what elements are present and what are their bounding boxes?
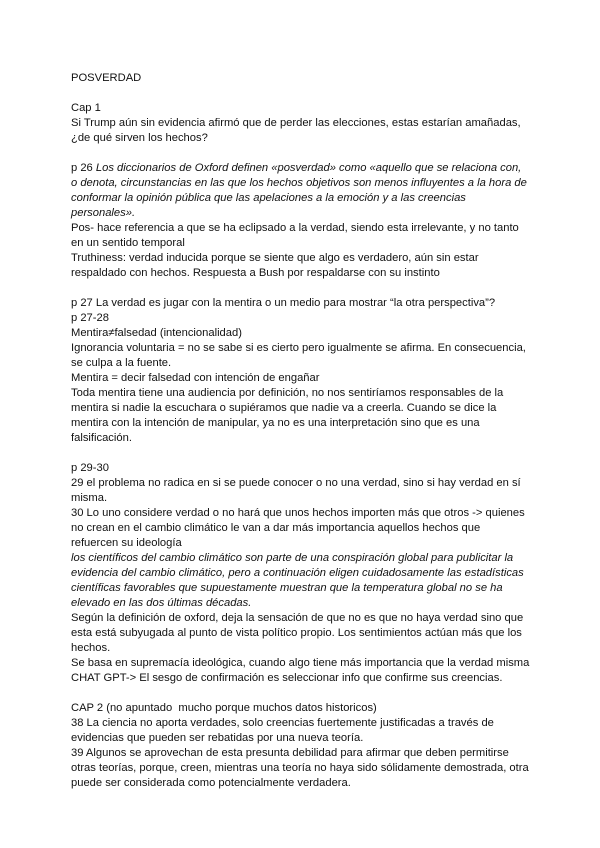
text-line-content: Mentira≠falsedad (intencionalidad)	[71, 327, 242, 339]
text-line-content: científicas favorables que supuestamente muestran que la temperatura global no se ha	[71, 582, 503, 594]
text-line	[71, 641, 531, 656]
text-line-content: p 26	[71, 162, 96, 174]
text-line	[71, 101, 531, 116]
text-line-content: falsificación.	[71, 432, 132, 444]
text-line	[71, 626, 531, 641]
text-line-content: 39 Algunos se aprovechan de esta presunta debilidad para afirmar que deben permitirse	[71, 747, 509, 759]
text-line	[71, 656, 531, 671]
text-line-content: mentira si nadie la escuchara o supiéramos que nadie va a creerla. Cuando se dice la	[71, 402, 497, 414]
text-line-content: Mentira = decir falsedad con intención de engañar	[71, 372, 320, 384]
text-line-content: puede ser considerada como potencialmente verdadera.	[71, 777, 351, 789]
text-line-content: evidencias que pueden ser rebatidas por una nueva teoría.	[71, 732, 364, 744]
text-line	[71, 566, 531, 581]
text-line-content: se culpa a la fuente.	[71, 357, 172, 369]
text-line	[71, 116, 531, 131]
text-line	[71, 131, 531, 146]
text-line-content: ¿de qué sirven los hechos?	[71, 132, 208, 144]
paragraph	[71, 161, 531, 281]
text-line-content: evidencia del cambio climático, pero a continuación eligen cuidadosamente las estadísticas	[71, 567, 524, 579]
text-line	[71, 581, 531, 596]
paragraph-spacer	[71, 281, 531, 296]
text-line	[71, 371, 531, 386]
text-line-content: 29 el problema no radica en si se puede conocer o no una verdad, sino si hay verdad en sí	[71, 477, 521, 489]
paragraph	[71, 461, 531, 686]
document-title: POSVERDAD	[71, 72, 142, 84]
text-line-content: 38 La ciencia no aporta verdades, solo creencias fuertemente justificadas a través de	[71, 717, 494, 729]
text-line	[71, 236, 531, 251]
text-line	[71, 716, 531, 731]
text-line-content: p 27-28	[71, 312, 109, 324]
paragraph-spacer	[71, 146, 531, 161]
text-line	[71, 761, 531, 776]
text-line	[71, 176, 531, 191]
text-line	[71, 746, 531, 761]
text-line	[71, 161, 531, 176]
text-line	[71, 611, 531, 626]
text-line	[71, 326, 531, 341]
paragraph-spacer	[71, 86, 531, 101]
text-line-content: Si Trump aún sin evidencia afirmó que de perder las elecciones, estas estarían amañadas,	[71, 117, 521, 129]
text-line-content: no crean en el cambio climático le van a dar más importancia aquellos hechos que	[71, 522, 481, 534]
text-line	[71, 416, 531, 431]
text-line	[71, 461, 531, 476]
text-line	[71, 701, 531, 716]
text-line	[71, 491, 531, 506]
text-line-content: p 29-30	[71, 462, 109, 474]
text-line-content: en un sentido temporal	[71, 237, 185, 249]
text-line	[71, 671, 531, 686]
text-line-content: 30 Lo uno considere verdad o no hará que unos hechos importen más que otros -> quienes	[71, 507, 525, 519]
text-line-content: Truthiness: verdad inducida porque se siente que algo es verdadero, aún sin estar	[71, 252, 479, 264]
text-line	[71, 311, 531, 326]
text-line-content: CHAT GPT-> El sesgo de confirmación es seleccionar info que confirme sus creencias.	[71, 672, 503, 684]
text-line-content: refuercen su ideología	[71, 537, 182, 549]
text-line-content: Según la definición de oxford, deja la sensación de que no es que no haya verdad sino que	[71, 612, 524, 624]
text-line-content: Pos- hace referencia a que se ha eclipsado a la verdad, siendo esta irrelevante, y no tanto	[71, 222, 519, 234]
text-line	[71, 341, 531, 356]
text-line	[71, 536, 531, 551]
text-line-content: p 27 La verdad es jugar con la mentira o un medio para mostrar “la otra perspectiva”?	[71, 297, 496, 309]
text-line-content: o denota, circunstancias en las que los hechos objetivos son menos influyentes a la hora de	[71, 177, 527, 189]
paragraph	[71, 101, 531, 146]
text-line-content: conformar la opinión pública que las apelaciones a la emoción y a las creencias	[71, 192, 466, 204]
text-line-content: Ignorancia voluntaria = no se sabe si es cierto pero igualmente se afirma. En consecuencia,	[71, 342, 526, 354]
text-line	[71, 551, 531, 566]
text-line	[71, 506, 531, 521]
text-line-content: otras teorías, porque, creen, mientras una teoría no haya sido sólidamente demostrada, otra	[71, 762, 529, 774]
text-line-content: los científicos del cambio climático son parte de una conspiración global para publicitar la	[71, 552, 514, 564]
text-line	[71, 386, 531, 401]
paragraph-spacer	[71, 446, 531, 461]
text-line-content: misma.	[71, 492, 108, 504]
text-line-content: elevado en las dos últimas décadas.	[71, 597, 252, 609]
text-line	[71, 266, 531, 281]
document-body	[71, 71, 531, 791]
text-line	[71, 476, 531, 491]
text-line-content: personales».	[71, 207, 136, 219]
text-line-content: esta está subyugada al punto de vista político propio. Los sentimientos actúan más que los	[71, 627, 522, 639]
text-line	[71, 596, 531, 611]
paragraph-spacer	[71, 686, 531, 701]
text-line	[71, 296, 531, 311]
text-line	[71, 356, 531, 371]
paragraph	[71, 296, 531, 446]
text-line-content: hechos.	[71, 642, 111, 654]
text-line-content: mentira con la intención de manipular, ya no es una interpretación sino que es una	[71, 417, 480, 429]
text-line	[71, 731, 531, 746]
text-line-content: Se basa en supremacía ideológica, cuando algo tiene más importancia que la verdad misma	[71, 657, 530, 669]
text-line	[71, 776, 531, 791]
text-line	[71, 191, 531, 206]
text-line-content: CAP 2 (no apuntado mucho porque muchos datos historicos)	[71, 702, 377, 714]
quote-text: Los diccionarios de Oxford definen «posverdad» como «aquello que se relaciona con,	[95, 162, 522, 174]
paragraph	[71, 701, 531, 791]
text-line	[71, 251, 531, 266]
text-line	[71, 221, 531, 236]
text-line	[71, 401, 531, 416]
text-line-content: Toda mentira tiene una audiencia por definición, no nos sentiríamos responsables de la	[71, 387, 504, 399]
text-line	[71, 521, 531, 536]
text-line-content: respaldado con hechos. Respuesta a Bush por respaldarse con su instinto	[71, 267, 440, 279]
text-line-content: Cap 1	[71, 102, 101, 114]
text-line	[71, 431, 531, 446]
text-line	[71, 206, 531, 221]
